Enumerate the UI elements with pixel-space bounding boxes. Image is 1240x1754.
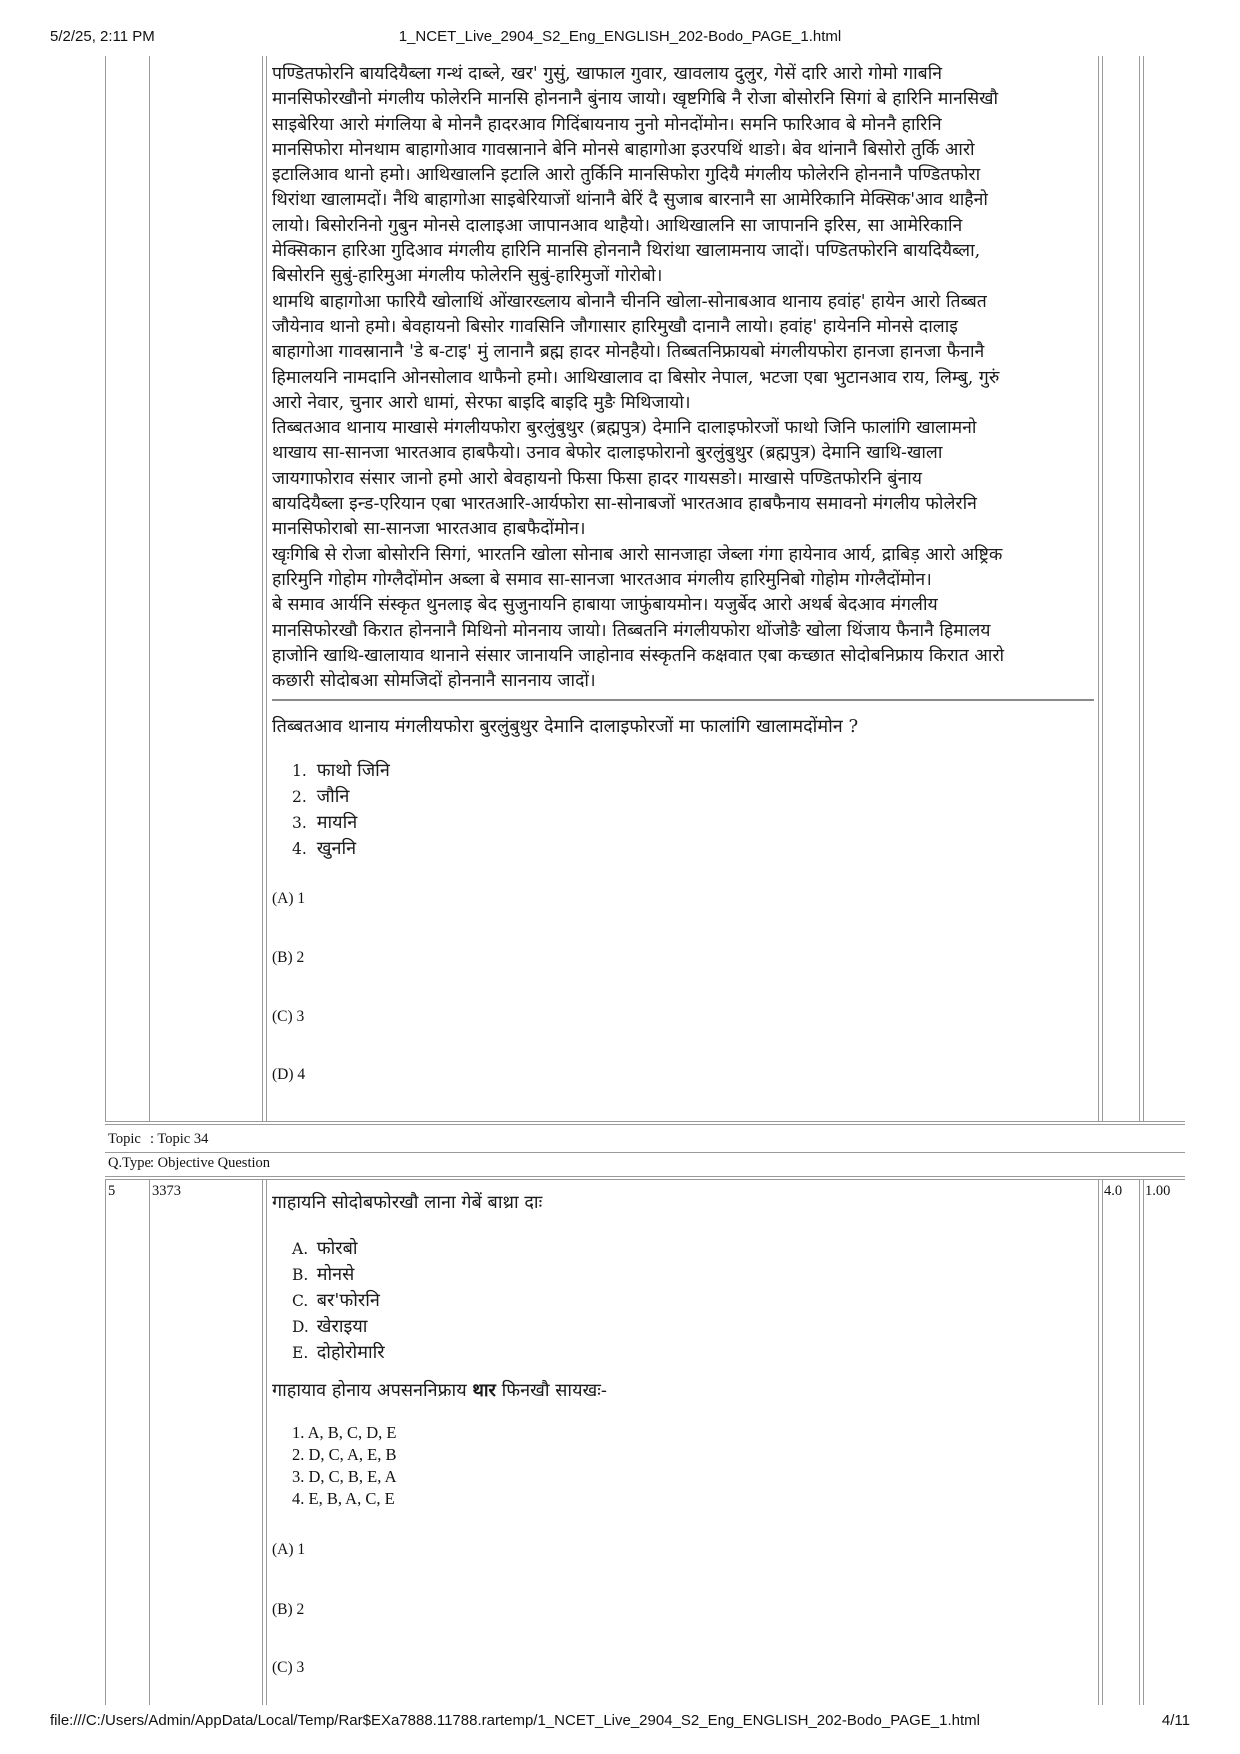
passage-line: खृःगिबि से रोजा बोसोरनि सिगां, भारतनि खोला सोनाब आरो सानजाहा जेब्ला गंगा हायेनाव आर्य, द्राबिड़ आरो अष्ट्रिक [272,544,1003,565]
sequence-option: 3. D, C, B, E, A [292,1467,397,1486]
grid-line [105,1179,1185,1180]
passage-line: पण्डितफोरनि बायदियैब्ला गन्थं दाब्ले, खर' गुसुं, खाफाल गुवार, खावलाय दुलुर, गेसें दारि आरो गोमो गाबनि [272,64,943,84]
option-item: 1. फाथो जिनि [292,760,390,781]
passage-line: थामथि बाहागोआ फारियै खोलाथिं ओंखारख्लाय बोनानै चीननि खोला-सोनाबआव थानाय हवांह' हायेन आरो तिब्बत [272,291,987,312]
passage-line: तिब्बतआव थानाय माखासे मंगलीयफोरा बुरलुंबुथुर (ब्रह्मपुत्र) देमानि दालाइफोरजों फाथो जिनि फालांगि खालामनो [272,418,977,439]
negative-marks: 1.00 [1145,1183,1171,1199]
word-item: B. मोनसे [292,1264,355,1285]
grid-line [1102,1179,1103,1705]
word-item: A. फोरबो [292,1238,358,1259]
word-items [292,1236,385,1366]
option-item: 2. जौनि [292,786,350,807]
print-footer [0,1712,1240,1734]
print-header [0,28,1240,50]
answer-option-c[interactable]: (C) 3 [272,1659,305,1676]
print-datetime: 5/2/25, 2:11 PM [50,28,155,45]
passage-line: मानसिफोरखौ किरात होननानै मिथिनो मोननाय जायो। तिब्बतनि मंगलीयफोरा थोंजोङै खोला थिंजाय फैनानै हिमालय [272,620,991,641]
word-item: E. दोहोरोमारि [292,1342,385,1363]
grid-line [105,1176,1185,1177]
grid-line [1139,1179,1140,1705]
grid-line [266,1179,267,1705]
print-doc-title: 1_NCET_Live_2904_S2_Eng_ENGLISH_202-Bodo_PAGE_1.html [398,28,842,45]
sequence-option: 4. E, B, A, C, E [292,1489,395,1508]
question-number: 5 [108,1183,116,1199]
grid-line [1098,56,1099,1122]
grid-line [105,1121,1185,1122]
passage-line: बिसोरनि सुबुं-हारिमुआ मंगलीय फोलेरनि सुबुं-हारिमुजों गोरोबो। [272,266,663,287]
answer-option-a[interactable]: (A) 1 [272,1541,306,1558]
passage-line: बे समाव आर्यनि संस्कृत थुनलाइ बेद सुजुनायनि हाबाया जाफुंबायमोन। यजुर्बेद आरो अथर्ब बेदआव मंगलीय [272,595,938,616]
question-options [292,758,390,862]
answer-option-b[interactable]: (B) 2 [272,949,305,966]
topic-value: : Topic 34 [150,1131,209,1147]
passage-line: जौयेनाव थानो हमो। बेवहायनो बिसोर गावसिनि जौगासार हारिमुखौ दानानै लायो। हवांह' हायेननि मोनसे दालाइ [272,316,958,337]
grid-line [262,56,263,1122]
passage-line: साइबेरिया आरो मंगलिया बे मोननै हादरआव गिदिंबायनाय नुनो मोनदोंमोन। समनि फारिआव बे मोननै हारिनि [272,114,942,135]
grid-line [1143,56,1144,1122]
passage-line: मानसिफोराबो सा-सानजा भारतआव हाबफैदोंमोन। [272,519,586,540]
passage-line: हिमालयनि नामदानि ओनसोलाव थाफैनो हमो। आथिखालाव दा बिसोर नेपाल, भटजा एबा भुटानआव राय, लिम्बु, गुरुं [272,367,1000,388]
question-instruction: गाहायाव होनाय अपसननिफ्राय थार फिनखौ सायखः- [272,1380,607,1401]
question-text: तिब्बतआव थानाय मंगलीयफोरा बुरलुंबुथुर देमानि दालाइफोरजों मा फालांगि खालामदोंमोन ? [272,716,859,737]
passage-line: हाजोनि खाथि-खालायाव थानाने संसार जानायनि जाहोनाव संस्कृतनि कक्षवात एबा कच्छात सोदोबनिफ्राय किरात आरो [272,645,1005,666]
passage-line: बायदियैब्ला इन्ड-एरियान एबा भारतआरि-आर्यफोरा सा-सोनाबजों भारतआव हाबफैनाय समावनो मंगलीय फोलेरनि [272,494,977,515]
grid-line [1098,1179,1099,1705]
option-item: 3. मायनि [292,812,358,833]
grid-line [1139,56,1140,1122]
file-path: file:///C:/Users/Admin/AppData/Local/Temp/Rar$EXa7888.11788.rartemp/1_NCET_Live_2904_S2_Eng_ENGLISH_202-Bodo_PAGE_1.html [50,1712,980,1729]
grid-line [149,1179,150,1705]
answer-option-b[interactable]: (B) 2 [272,1601,305,1618]
passage-line: मेक्सिकान हारिआ गुदिआव मंगलीय हारिनि मानसि होननानै थिरांथा खालामनाय जादों। पण्डितफोरनि बायदियैब्ला, [272,241,981,262]
passage-line: इटालिआव थानो हमो। आथिखालनि इटालि आरो तुर्किनि मानसिफोरा गुदियै मंगलीय फोलेरनि होननानै पण्डितफोरा [272,165,981,186]
passage-line: लायो। बिसोरनिनो गुबुन मोनसे दालाइआ जापानआव थाहैयो। आथिखालनि सा जापाननि इरिस, सा आमेरिकानि [272,215,963,236]
grid-line [105,1179,106,1705]
word-item: D. खेराइया [292,1316,368,1337]
grid-line [105,1152,1185,1153]
passage-line: जायगाफोराव संसार जानो हमो आरो बेवहायनो फिसा फिसा हादर गायसङो। माखासे पण्डितफोरनि बुंनाय [272,468,922,489]
answer-option-c[interactable]: (C) 3 [272,1008,305,1025]
qtype-label: Q.Type [108,1155,151,1171]
passage-line: हारिमुनि गोहोम गोग्लैदोंमोन अब्ला बे समाव सा-सानजा भारतआव मंगलीय हारिमुनिबो गोहोम गोग्लैदोंमोन। [272,569,932,590]
answer-option-a[interactable]: (A) 1 [272,890,306,907]
grid-line [105,56,106,1122]
passage-line: मानसिफोरा मोनथाम बाहागोआव गावस्रानाने बेनि मोनसे बाहागोआ इउरपथिं थाङो। बेव थांनानै बिसोरो तुर्कि आरो [272,139,975,160]
grid-line [149,56,150,1122]
grid-line [1102,56,1103,1122]
grid-line [105,1124,1185,1125]
sequence-option: 2. D, C, A, E, B [292,1445,397,1464]
option-item: 4. खुननि [292,838,357,859]
question-id: 3373 [152,1183,181,1199]
grid-line [262,1179,263,1705]
question-text: गाहायनि सोदोबफोरखौ लाना गेबें बाथ्रा दाः [272,1192,543,1213]
passage-line: कछारी सोदोबआ सोमजिदों होननानै साननाय जादों। [272,671,596,692]
question-marks: 4.0 [1104,1183,1123,1199]
passage-line: आरो नेवार, चुनार आरो धामां, सेरफा बाइदि बाइदि मुङै मिथिजायो। [272,392,691,413]
grid-line [1143,1179,1144,1705]
sequence-options [292,1422,397,1510]
grid-line [266,56,267,1122]
passage-line: बाहागोआ गावस्रानानै 'डे ब-टाइ' मुं लानानै ब्रह्म हादर मोनहैयो। तिब्बतनिफ्रायबो मंगलीयफोरा हानजा हानजा फैनानै [272,342,985,363]
passage-line: थिरांथा खालामदों। नैथि बाहागोआ साइबेरियाजों थांनानै बेरिं दै सुजाब बारनानै सा आमेरिकानि मेक्सिक'आव थाहैनो [272,190,988,211]
passage-line: मानसिफोरखौनो मंगलीय फोलेरनि मानसि होननानै बुंनाय जायो। खृष्टगिबि नै रोजा बोसोरनि सिगां बे हारिनि मानसिखौ [272,89,999,110]
qtype-value: : Objective Question [150,1155,271,1171]
page-number: 4/11 [1161,1712,1190,1729]
topic-label: Topic [108,1131,141,1147]
sequence-option: 1. A, B, C, D, E [292,1423,397,1442]
passage-divider [272,699,1094,701]
passage-line: थाखाय सा-सानजा भारतआव हाबफैयो। उनाव बेफोर दालाइफोरानो बुरलुंबुथुर (ब्रह्मपुत्र) देमानि खाथि-खाला [272,443,943,464]
passage [272,62,1094,694]
answer-option-d[interactable]: (D) 4 [272,1066,306,1083]
word-item: C. बर'फोरनि [292,1290,380,1311]
